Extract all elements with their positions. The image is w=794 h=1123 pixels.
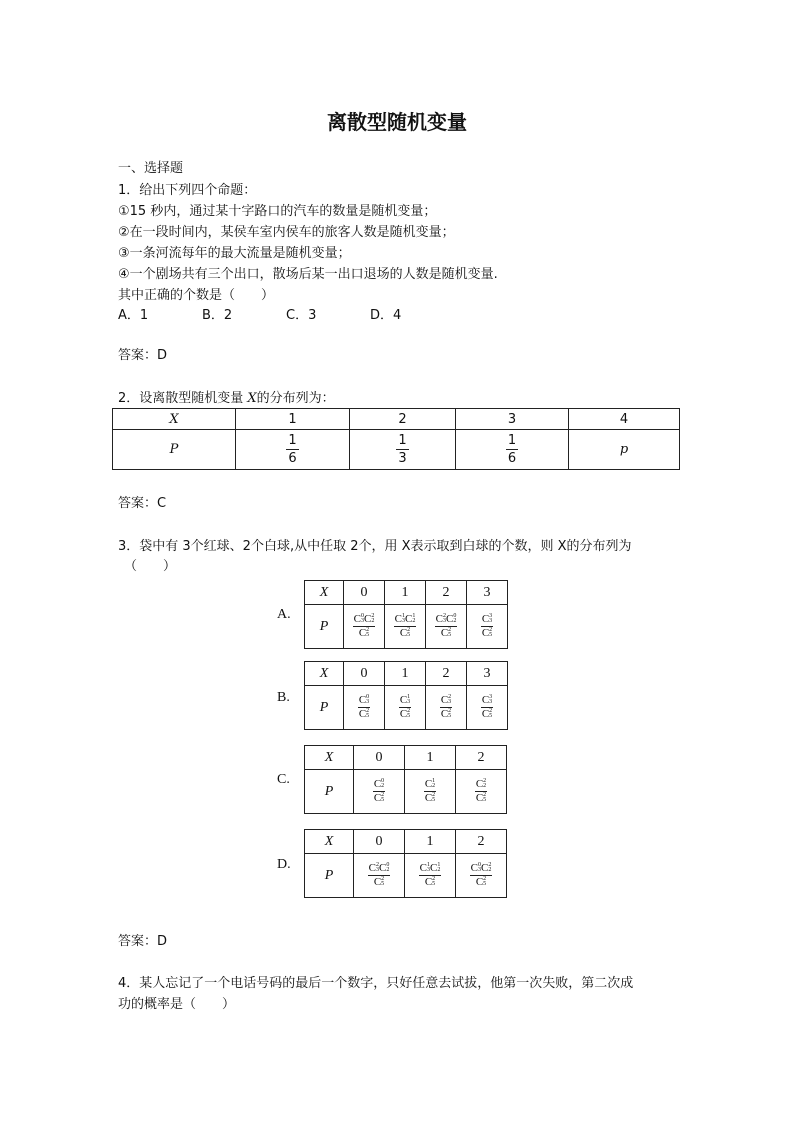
q2-prob-3: $\frac{1}{6}$ xyxy=(456,430,569,470)
combination-term: C 2 5 xyxy=(373,792,385,804)
q3-option-c-prob-cell xyxy=(405,770,456,814)
combination-term: C 2 2 xyxy=(475,778,487,790)
combination-term: C 2 5 xyxy=(358,708,370,720)
fraction-numerator xyxy=(373,779,385,792)
q3-option-c-header-cell: 1 xyxy=(405,746,456,770)
fraction-numerator xyxy=(481,614,493,627)
q3-stem-line-2: （ ） xyxy=(124,559,177,574)
combination-term: C 0 2 xyxy=(446,613,457,625)
q1-item-3: ③一条河流每年的最大流量是随机变量； xyxy=(118,246,351,261)
q3-option-d-prob-cell xyxy=(354,854,405,898)
fraction-denominator xyxy=(481,708,493,720)
q2-prob-2: $\frac{1}{3}$ xyxy=(350,430,456,470)
combination-fraction xyxy=(440,695,452,720)
q3-option-b-row-label-p: P xyxy=(305,686,344,730)
combination-fraction xyxy=(435,614,458,639)
q3-option-c-header-cell: 2 xyxy=(456,746,507,770)
combination-term: C 1 2 xyxy=(405,613,416,625)
combination-fraction xyxy=(475,779,487,804)
q2-header-4: 4 xyxy=(569,409,680,430)
q2-distribution-table xyxy=(112,408,680,470)
combination-term: C 2 3 xyxy=(368,862,379,874)
fraction-numerator xyxy=(470,863,493,876)
fraction-denominator xyxy=(440,627,452,639)
combination-fraction xyxy=(394,614,417,639)
combination-term: C 2 2 xyxy=(364,613,375,625)
combination-fraction xyxy=(419,863,442,888)
q3-option-c-header-cell: 0 xyxy=(354,746,405,770)
fraction-numerator xyxy=(481,695,493,708)
q3-option-b-header-cell: 3 xyxy=(467,662,508,686)
combination-term: C 1 2 xyxy=(430,862,441,874)
fraction-denominator xyxy=(481,627,493,639)
q1-option-c: C．3 xyxy=(286,308,317,323)
q3-option-b-label: B. xyxy=(277,690,290,705)
q3-option-b-header-cell: 0 xyxy=(344,662,385,686)
q3-option-a-label: A. xyxy=(277,607,291,622)
q3-option-c-table xyxy=(304,745,507,814)
q3-option-b-prob-cell xyxy=(385,686,426,730)
q2-header-x: X xyxy=(113,409,236,430)
q3-option-b-header-cell: X xyxy=(305,662,344,686)
q3-option-c-header-cell: X xyxy=(305,746,354,770)
q3-option-a-header-cell: 0 xyxy=(344,581,385,605)
fraction-denominator xyxy=(424,876,436,888)
q2-header-3: 3 xyxy=(456,409,569,430)
combination-term: C 2 5 xyxy=(475,792,487,804)
combination-fraction xyxy=(424,779,436,804)
q1-option-d: D．4 xyxy=(370,308,402,323)
combination-fraction xyxy=(481,695,493,720)
q1-answer: 答案：D xyxy=(118,348,168,363)
q1-item-2: ②在一段时间内，某侯车室内侯车的旅客人数是随机变量； xyxy=(118,225,455,240)
q3-option-a-header-cell: 3 xyxy=(467,581,508,605)
combination-term: C 2 5 xyxy=(399,627,411,639)
q3-option-a-prob-cell xyxy=(385,605,426,649)
fraction-numerator xyxy=(424,779,436,792)
q3-option-d-header-cell: 1 xyxy=(405,830,456,854)
combination-fraction xyxy=(353,614,376,639)
q2-stem: 2．设离散型随机变量 X的分布列为： xyxy=(118,391,335,406)
q3-option-a-prob-cell xyxy=(426,605,467,649)
q3-option-c-label: C. xyxy=(277,772,290,787)
combination-term: C 2 5 xyxy=(358,627,370,639)
combination-term: C 2 5 xyxy=(373,876,385,888)
q3-option-b-header-cell: 2 xyxy=(426,662,467,686)
q2-answer: 答案：C xyxy=(118,496,167,511)
combination-term: C 2 3 xyxy=(440,694,452,706)
section-heading: 一、选择题 xyxy=(118,161,184,176)
fraction-numerator xyxy=(435,614,458,627)
combination-term: C 2 5 xyxy=(424,792,436,804)
q3-option-a-row-label-p: P xyxy=(305,605,344,649)
q3-option-d-prob-cell xyxy=(456,854,507,898)
q1-option-b: B．2 xyxy=(202,308,233,323)
q1-question: 其中正确的个数是（ ） xyxy=(118,288,275,303)
q3-answer: 答案：D xyxy=(118,934,168,949)
q3-option-a-header-cell: 1 xyxy=(385,581,426,605)
combination-term: C 2 3 xyxy=(435,613,446,625)
q1-stem: 1．给出下列四个命题： xyxy=(118,183,257,198)
q2-header-1: 1 xyxy=(236,409,350,430)
combination-fraction xyxy=(481,614,493,639)
combination-term: C 0 3 xyxy=(353,613,364,625)
q4-line-2: 功的概率是（ ） xyxy=(118,997,236,1012)
fraction-denominator xyxy=(475,876,487,888)
q1-item-1: ①15 秒内，通过某十字路口的汽车的数量是随机变量； xyxy=(118,204,437,219)
fraction-numerator xyxy=(419,863,442,876)
q3-option-d-header-cell: X xyxy=(305,830,354,854)
fraction-denominator xyxy=(399,708,411,720)
q3-option-d-table xyxy=(304,829,507,898)
fraction-numerator xyxy=(440,695,452,708)
fraction-numerator xyxy=(399,695,411,708)
combination-term: C 2 5 xyxy=(440,627,452,639)
combination-term: C 3 3 xyxy=(481,613,493,625)
fraction-numerator xyxy=(353,614,376,627)
combination-term: C 1 3 xyxy=(399,694,411,706)
q1-item-4: ④一个剧场共有三个出口，散场后某一出口退场的人数是随机变量. xyxy=(118,267,498,282)
q3-option-d-prob-cell xyxy=(405,854,456,898)
combination-fraction xyxy=(373,779,385,804)
combination-term: C 2 2 xyxy=(481,862,492,874)
q2-prob-4: p xyxy=(569,430,680,470)
q2-prob-1: $\frac{1}{6}$ xyxy=(236,430,350,470)
combination-term: C 2 5 xyxy=(481,627,493,639)
q3-option-b-prob-cell xyxy=(344,686,385,730)
combination-term: C 2 5 xyxy=(399,708,411,720)
combination-fraction xyxy=(399,695,411,720)
q3-option-c-row-label-p: P xyxy=(305,770,354,814)
fraction-denominator xyxy=(358,627,370,639)
fraction-denominator xyxy=(358,708,370,720)
combination-term: C 1 2 xyxy=(424,778,436,790)
combination-term: C 2 5 xyxy=(440,708,452,720)
combination-term: C 0 3 xyxy=(358,694,370,706)
q1-option-a: A．1 xyxy=(118,308,149,323)
q3-option-c-prob-cell xyxy=(354,770,405,814)
q3-option-b-prob-cell xyxy=(426,686,467,730)
q2-header-2: 2 xyxy=(350,409,456,430)
fraction-denominator xyxy=(475,792,487,804)
fraction-numerator xyxy=(475,779,487,792)
q3-option-b-header-cell: 1 xyxy=(385,662,426,686)
fraction-numerator xyxy=(358,695,370,708)
combination-term: C 1 3 xyxy=(394,613,405,625)
q3-option-a-header-cell: X xyxy=(305,581,344,605)
q3-option-d-header-cell: 0 xyxy=(354,830,405,854)
q3-option-d-header-cell: 2 xyxy=(456,830,507,854)
q1-options xyxy=(118,307,454,325)
q3-option-d-label: D. xyxy=(277,857,291,872)
q3-option-a-header-cell: 2 xyxy=(426,581,467,605)
combination-fraction xyxy=(358,695,370,720)
fraction-denominator xyxy=(424,792,436,804)
combination-term: C 3 3 xyxy=(481,694,493,706)
q2-stem-variable: X xyxy=(247,391,257,406)
fraction-denominator xyxy=(373,792,385,804)
combination-term: C 0 3 xyxy=(470,862,481,874)
combination-term: C 2 5 xyxy=(424,876,436,888)
q3-option-c-prob-cell xyxy=(456,770,507,814)
q3-option-a-prob-cell xyxy=(467,605,508,649)
combination-term: C 1 3 xyxy=(419,862,430,874)
q3-option-d-row-label-p: P xyxy=(305,854,354,898)
fraction-denominator xyxy=(373,876,385,888)
fraction-numerator xyxy=(394,614,417,627)
fraction-numerator xyxy=(368,863,391,876)
combination-term: C 0 2 xyxy=(379,862,390,874)
combination-term: C 2 5 xyxy=(475,876,487,888)
combination-fraction xyxy=(470,863,493,888)
fraction-denominator xyxy=(399,627,411,639)
page-title: 离散型随机变量 xyxy=(327,110,467,134)
q4-line-1: 4．某人忘记了一个电话号码的最后一个数字，只好任意去试拔，他第一次失败，第二次成 xyxy=(118,976,634,991)
fraction-denominator xyxy=(440,708,452,720)
combination-fraction xyxy=(368,863,391,888)
q3-stem-line-1: 3．袋中有 3个红球、2个白球,从中任取 2个，用 X表示取到白球的个数，则 X的分布列为 xyxy=(118,539,632,554)
q2-row-label-p: P xyxy=(113,430,236,470)
q3-option-b-table xyxy=(304,661,508,730)
combination-term: C 2 5 xyxy=(481,708,493,720)
q3-option-b-prob-cell xyxy=(467,686,508,730)
q3-option-a-prob-cell xyxy=(344,605,385,649)
combination-term: C 0 2 xyxy=(373,778,385,790)
q3-option-a-table xyxy=(304,580,508,649)
